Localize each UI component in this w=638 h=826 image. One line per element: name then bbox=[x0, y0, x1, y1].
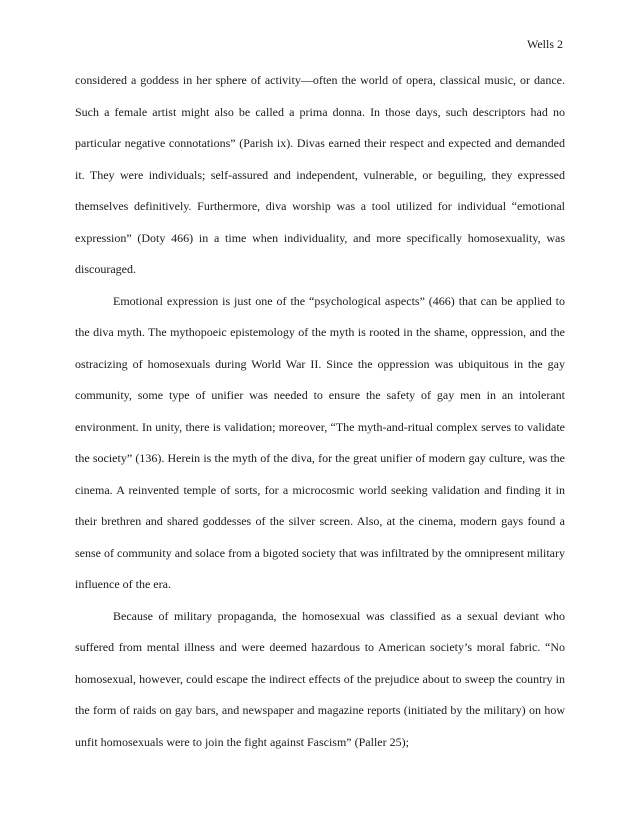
paragraph-emotional-expression: Emotional expression is just one of the “psychological aspects” (466) that can be applied to the diva myth. The mythopoeic epistemology of the myth is rooted in the shame, oppression, and the ostracizing of homosexuals during World War II. Since the oppression was ubiquitous in the gay community, some type of unifier was needed to ensure the safety of gay men in an intolerant environment. In unity, there is validation; moreover, “The myth-and-ritual complex serves to validate the society” (136). Herein is the myth of the diva, for the great unifier of modern gay culture, was the cinema. A reinvented temple of sorts, for a microcosmic world seeking validation and finding it in their brethren and shared goddesses of the silver screen. Also, at the cinema, modern gays found a sense of community and solace from a bigoted society that was infiltrated by the omnipresent military influence of the era. bbox=[75, 293, 565, 591]
paragraph-military-propaganda: Because of military propaganda, the homosexual was classified as a sexual deviant who suffered from mental illness and were deemed hazardous to American society’s moral fabric. “No homosexual, however, could escape the indirect effects of the prejudice about to sweep the country in the form of raids on gay bars, and newspaper and magazine reports (initiated by the military) on how unfit homosexuals were to join the fight against Fascism” (Paller 25); bbox=[75, 608, 565, 749]
running-head: Wells 2 bbox=[526, 37, 563, 51]
paragraph-continued: considered a goddess in her sphere of activity—often the world of opera, classical music, or dance. Such a female artist might also be called a prima donna. In those days, such descriptors had no particular negative connotations” (Parish ix). Divas earned their respect and expected and demanded it. They were individuals; self-assured and independent, vulnerable, or beguiling, they expressed themselves definitively. Furthermore, diva worship was a tool utilized for individual “emotional expression” (Doty 466) in a time when individuality, and more specifically homosexuality, was discouraged. bbox=[75, 73, 565, 276]
document-body bbox=[75, 65, 565, 758]
